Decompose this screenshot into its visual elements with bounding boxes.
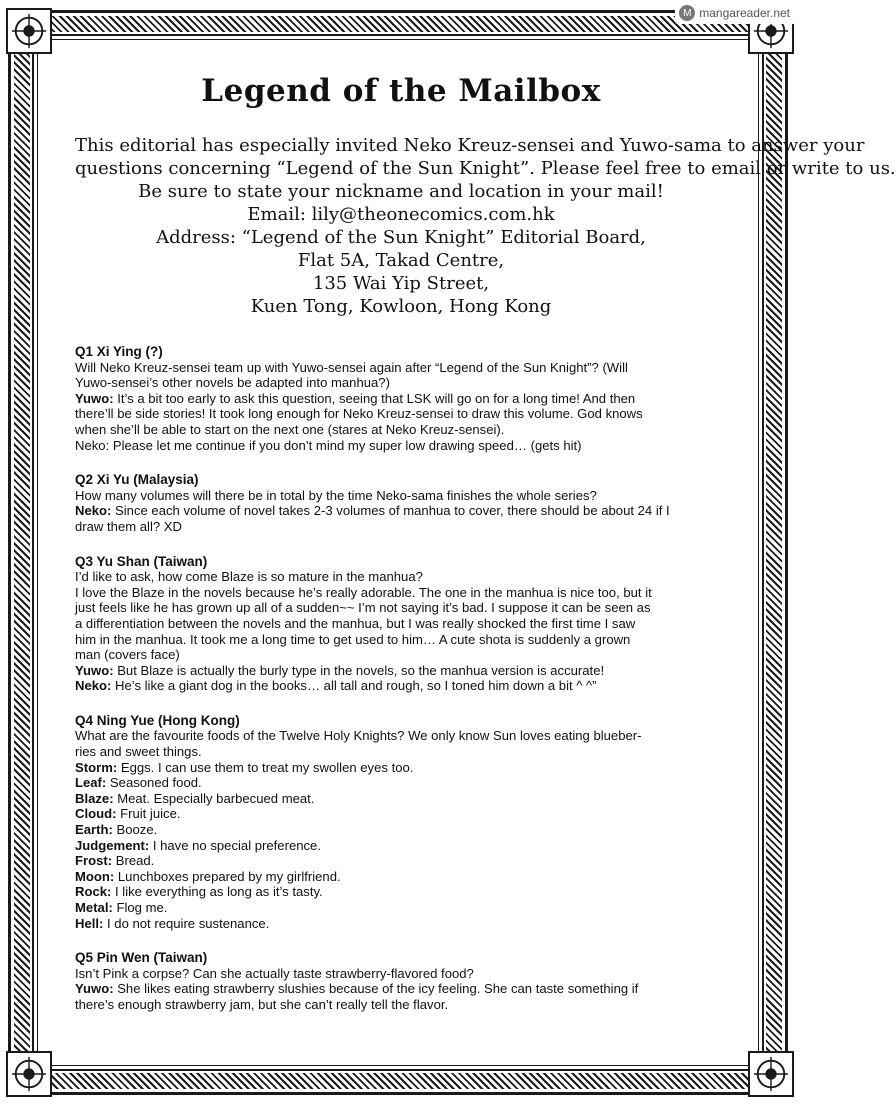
answer-text: Bread. xyxy=(112,853,155,869)
answer-text: I have no special preference. xyxy=(149,837,321,853)
speaker-label: Yuwo: xyxy=(75,390,114,406)
question-text: a differentiation between the novels and the manhua, but I was really shocked the first time I saw xyxy=(75,615,636,631)
answer-text: there’ll be side stories! It took long enough for Neko Kreuz-sensei to draw this volume. God knows xyxy=(75,406,643,422)
answer-text: He’s like a giant dog in the books… all tall and rough, so I toned him down a bit ^ ^” xyxy=(111,678,597,694)
address-line: Flat 5A, Takad Centre, xyxy=(297,250,505,271)
answer-text: Since each volume of novel takes 2-3 volumes of manhua to cover, there should be about 24 if I xyxy=(111,503,670,519)
answer-text: when she’ll be able to start on the next one (stares at Neko Kreuz-sensei). xyxy=(75,421,505,437)
answer-text: Flog me. xyxy=(112,900,168,915)
intro-block xyxy=(75,134,896,318)
answer-line xyxy=(75,760,727,776)
corner-ornament-icon xyxy=(6,1051,52,1097)
question-text: man (covers face) xyxy=(75,647,180,663)
speaker-label: Neko: xyxy=(75,503,112,519)
answer-line xyxy=(75,916,727,932)
intro-line: Be sure to state your nickname and location in your mail! xyxy=(138,181,664,202)
answer-text: She likes eating strawberry slushies because of the icy feeling. She can taste something if xyxy=(113,981,639,997)
answer-text: Lunchboxes prepared by my girlfriend. xyxy=(114,868,341,884)
answer-text: I like everything as long as it’s tasty. xyxy=(111,884,323,900)
answer-text: Fruit juice. xyxy=(116,806,181,822)
address-line: 135 Wai Yip Street, xyxy=(312,273,490,294)
answer-text: draw them all? XD xyxy=(75,518,182,534)
answer-line xyxy=(75,775,727,791)
speaker-label: Blaze: xyxy=(75,790,114,806)
question-block xyxy=(75,472,727,534)
speaker-label: Leaf: xyxy=(75,775,107,791)
answer-line xyxy=(75,981,727,997)
mangareader-logo-icon: M xyxy=(679,5,695,21)
answer-text: Booze. xyxy=(112,822,158,838)
answer-line xyxy=(75,838,727,854)
answer-line xyxy=(75,822,727,838)
question-text: What are the favourite foods of the Twelve Holy Knights? We only know Sun loves eating blueber- xyxy=(75,728,642,744)
answer-line xyxy=(75,853,727,869)
answer-text: It’s a bit too early to ask this question, seeing that LSK will go on for a long time! And then xyxy=(113,390,636,406)
answer-line xyxy=(75,869,727,885)
speaker-label: Rock: xyxy=(75,884,112,900)
speaker-label: Cloud: xyxy=(75,806,117,822)
question-heading: Q4 Ning Yue (Hong Kong) xyxy=(75,712,240,728)
question-block xyxy=(75,950,727,1012)
answer-line xyxy=(75,678,727,694)
answer-text: there’s enough strawberry jam, but she can’t really tell the flavor. xyxy=(75,996,449,1012)
editorial-content xyxy=(75,72,896,1013)
corner-ornament-icon xyxy=(6,8,52,54)
email-line: Email: lily@theonecomics.com.hk xyxy=(247,204,555,225)
question-text: Yuwo-sensei’s other novels be adapted into manhua?) xyxy=(75,375,390,391)
question-text: Isn’t Pink a corpse? Can she actually taste strawberry-flavored food? xyxy=(75,965,474,981)
question-text: How many volumes will there be in total by the time Neko-sama finishes the whole series? xyxy=(75,487,597,503)
answer-text: I do not require sustenance. xyxy=(103,915,270,931)
question-heading: Q3 Yu Shan (Taiwan) xyxy=(75,553,208,569)
answer-line xyxy=(75,806,727,822)
question-heading: Q2 Xi Yu (Malaysia) xyxy=(75,472,199,488)
answer-line xyxy=(75,791,727,807)
answer-line xyxy=(75,884,727,900)
speaker-label: Earth: xyxy=(75,822,113,838)
question-heading: Q1 Xi Ying (?) xyxy=(75,344,163,359)
intro-line: questions concerning “Legend of the Sun Knight”. Please feel free to email or write to us. xyxy=(75,158,896,179)
site-watermark[interactable] xyxy=(675,2,796,24)
question-block xyxy=(75,344,727,453)
question-text: just feels like he has grown up all of a sudden~~ I’m not saying it’s bad. I suppose it can be seen as xyxy=(75,600,651,616)
answer-text: Seasoned food. xyxy=(106,775,202,791)
question-text: ries and sweet things. xyxy=(75,744,202,760)
speaker-label: Yuwo: xyxy=(75,662,114,678)
answer-line xyxy=(75,900,727,916)
question-heading: Q5 Pin Wen (Taiwan) xyxy=(75,950,208,966)
speaker-label: Frost: xyxy=(75,853,113,869)
answer-line xyxy=(75,503,727,519)
speaker-label: Metal: xyxy=(75,900,113,915)
question-text: him in the manhua. It took me a long time to get used to him… A cute shota is suddenly a grown xyxy=(75,631,631,647)
speaker-label: Hell: xyxy=(75,915,104,931)
question-block xyxy=(75,713,727,931)
address-line: Address: “Legend of the Sun Knight” Editorial Board, xyxy=(156,227,646,248)
address-line: Kuen Tong, Kowloon, Hong Kong xyxy=(250,296,552,317)
question-text: Will Neko Kreuz-sensei team up with Yuwo-sensei again after “Legend of the Sun Knight”? (Will xyxy=(75,359,628,375)
speaker-label: Yuwo: xyxy=(75,981,114,997)
watermark-text: mangareader.net xyxy=(699,6,790,20)
answer-text: Meat. Especially barbecued meat. xyxy=(113,790,315,806)
question-block xyxy=(75,554,727,694)
question-text: I’d like to ask, how come Blaze is so mature in the manhua? xyxy=(75,569,423,585)
speaker-label: Neko: xyxy=(75,678,112,694)
question-text: I love the Blaze in the novels because he’s really adorable. The one in the manhua is nice too, but it xyxy=(75,584,652,600)
answer-line xyxy=(75,391,727,407)
corner-ornament-icon xyxy=(748,1051,794,1097)
speaker-label: Storm: xyxy=(75,759,118,775)
intro-line: This editorial has especially invited Neko Kreuz-sensei and Yuwo-sama to answer your xyxy=(75,135,865,156)
answer-text: Neko: Please let me continue if you don’t mind my super low drawing speed… (gets hit) xyxy=(75,437,582,453)
page-title: Legend of the Mailbox xyxy=(201,73,601,109)
speaker-label: Moon: xyxy=(75,868,115,884)
answer-line xyxy=(75,663,727,679)
speaker-label: Judgement: xyxy=(75,837,150,853)
answer-text: But Blaze is actually the burly type in the novels, so the manhua version is accurate! xyxy=(113,662,605,678)
answer-text: Eggs. I can use them to treat my swollen eyes too. xyxy=(117,759,414,775)
